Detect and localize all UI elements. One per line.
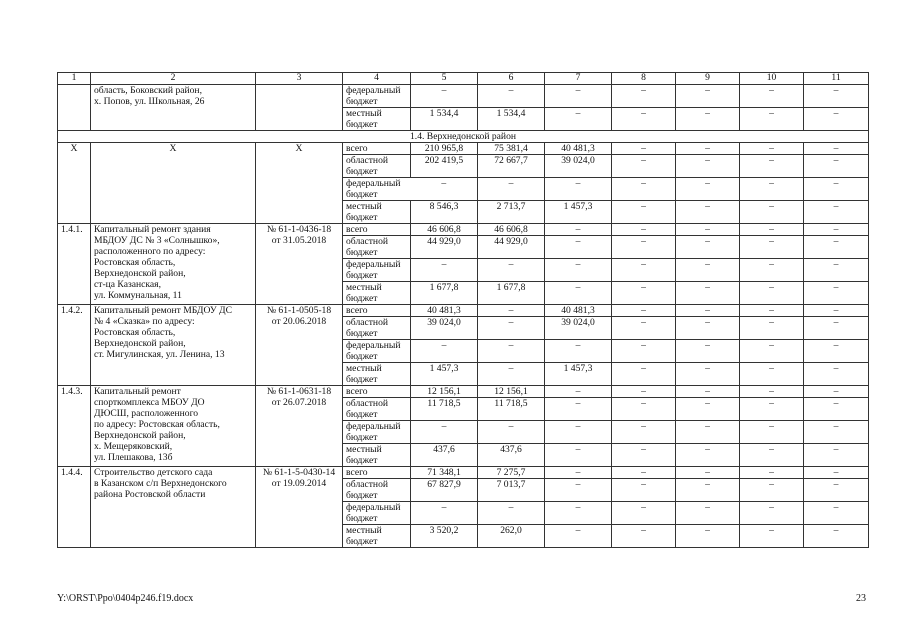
value-cell: – <box>612 155 676 178</box>
value-cell: – <box>411 502 478 525</box>
object-name-line: района Ростовской области <box>94 489 206 500</box>
value-cell: – <box>612 178 676 201</box>
value-cell: – <box>676 236 740 259</box>
budget-label <box>343 398 411 421</box>
value-cell: – <box>545 224 612 236</box>
budget-label-line: бюджет <box>346 212 378 223</box>
budget-label-line: бюджет <box>346 119 378 130</box>
object-name <box>91 85 256 131</box>
value-cell: – <box>804 224 869 236</box>
budget-label-line: бюджет <box>346 513 378 524</box>
object-name-line: ул. Коммунальная, 11 <box>94 290 182 301</box>
value-cell: – <box>740 178 804 201</box>
value-cell: – <box>612 143 676 155</box>
column-header: 10 <box>740 73 804 85</box>
value-cell: – <box>804 178 869 201</box>
object-name-line: в Казанском с/п Верхнедонского <box>94 478 227 489</box>
budget-label <box>343 525 411 548</box>
value-cell: – <box>804 85 869 108</box>
object-name <box>91 386 256 467</box>
value-cell: 437,6 <box>411 444 478 467</box>
object-name-line: Капитальный ремонт <box>94 386 181 397</box>
value-cell: – <box>804 467 869 479</box>
value-cell: 46 606,8 <box>411 224 478 236</box>
budget-label-line: местный <box>346 525 382 536</box>
row-number: 1.4.4. <box>58 467 91 548</box>
value-cell: – <box>676 386 740 398</box>
document-line: от 19.09.2014 <box>271 478 327 489</box>
value-cell: – <box>612 479 676 502</box>
value-cell: – <box>676 398 740 421</box>
value-cell: – <box>612 85 676 108</box>
value-cell: – <box>676 259 740 282</box>
value-cell: – <box>545 282 612 305</box>
budget-label-line: местный <box>346 444 382 455</box>
value-cell: – <box>676 85 740 108</box>
value-cell: – <box>676 282 740 305</box>
value-cell: 1 534,4 <box>411 108 478 131</box>
page-number: 23 <box>856 593 866 604</box>
value-cell: 2 713,7 <box>478 201 545 224</box>
value-cell: – <box>740 479 804 502</box>
budget-label-line: всего <box>346 467 368 478</box>
object-name <box>91 305 256 386</box>
value-cell: – <box>804 259 869 282</box>
value-cell: – <box>676 502 740 525</box>
budget-label <box>343 340 411 363</box>
value-cell: – <box>612 236 676 259</box>
document-cell <box>256 224 343 305</box>
object-name <box>91 224 256 305</box>
column-header: 9 <box>676 73 740 85</box>
value-cell: – <box>740 236 804 259</box>
budget-label-line: местный <box>346 108 382 119</box>
document-cell <box>256 305 343 386</box>
section-title: 1.4. Верхнедонской район <box>58 131 869 143</box>
value-cell: – <box>676 143 740 155</box>
budget-label <box>343 155 411 178</box>
object-name-line: Капитальный ремонт МБДОУ ДС <box>94 305 232 316</box>
value-cell: – <box>411 259 478 282</box>
object-name-line: Строительство детского сада <box>94 467 213 478</box>
value-cell: – <box>545 386 612 398</box>
value-cell: – <box>612 340 676 363</box>
budget-label <box>343 224 411 236</box>
value-cell: – <box>804 398 869 421</box>
value-cell: – <box>545 85 612 108</box>
budget-label-line: федеральный <box>346 340 401 351</box>
value-cell: – <box>740 444 804 467</box>
value-cell: – <box>804 305 869 317</box>
value-cell: – <box>478 305 545 317</box>
value-cell: – <box>804 386 869 398</box>
budget-label-line: бюджет <box>346 409 378 420</box>
budget-label <box>343 479 411 502</box>
value-cell: – <box>740 317 804 340</box>
value-cell: – <box>676 479 740 502</box>
budget-label-line: областной <box>346 479 389 490</box>
value-cell: 12 156,1 <box>478 386 545 398</box>
budget-label-line: бюджет <box>346 490 378 501</box>
value-cell: – <box>545 421 612 444</box>
budget-label-line: областной <box>346 155 389 166</box>
value-cell: 44 929,0 <box>478 236 545 259</box>
budget-label-line: всего <box>346 305 368 316</box>
value-cell: 40 481,3 <box>411 305 478 317</box>
object-name-line: № 4 «Сказка» по адресу: <box>94 316 195 327</box>
value-cell: – <box>411 178 478 201</box>
value-cell: 39 024,0 <box>545 155 612 178</box>
value-cell: – <box>676 525 740 548</box>
value-cell: – <box>804 282 869 305</box>
column-header: 11 <box>804 73 869 85</box>
budget-label-line: федеральный <box>346 421 401 432</box>
document-line: от 26.07.2018 <box>271 397 327 408</box>
header-row <box>58 73 869 85</box>
value-cell: – <box>612 305 676 317</box>
object-name-line: по адресу: Ростовская область, <box>94 419 220 430</box>
document-line: № 61-1-0505-18 <box>266 305 332 316</box>
value-cell: – <box>676 363 740 386</box>
document-line: № 61-1-5-0430-14 <box>262 467 336 478</box>
value-cell: 71 348,1 <box>411 467 478 479</box>
value-cell: – <box>804 143 869 155</box>
object-name-line: Ростовская область, <box>94 257 176 268</box>
budget-label <box>343 259 411 282</box>
table-row <box>58 305 869 317</box>
document-cell: Х <box>256 143 343 224</box>
value-cell: 1 677,8 <box>411 282 478 305</box>
value-cell: – <box>804 155 869 178</box>
value-cell: 39 024,0 <box>411 317 478 340</box>
value-cell: – <box>612 224 676 236</box>
value-cell: – <box>740 224 804 236</box>
value-cell: 262,0 <box>478 525 545 548</box>
budget-label-line: местный <box>346 201 382 212</box>
value-cell: – <box>740 282 804 305</box>
budget-label-line: областной <box>346 236 389 247</box>
row-number: 1.4.2. <box>58 305 91 386</box>
object-name-line: ул. Плешакова, 13б <box>94 452 173 463</box>
value-cell: – <box>478 340 545 363</box>
budget-label-line: всего <box>346 143 368 154</box>
budget-label-line: бюджет <box>346 293 378 304</box>
value-cell: – <box>545 479 612 502</box>
value-cell: 12 156,1 <box>411 386 478 398</box>
value-cell: – <box>676 305 740 317</box>
value-cell: – <box>545 340 612 363</box>
value-cell: 46 606,8 <box>478 224 545 236</box>
value-cell: – <box>612 398 676 421</box>
budget-label-line: федеральный <box>346 85 401 96</box>
column-header: 5 <box>411 73 478 85</box>
document-line: от 31.05.2018 <box>271 235 327 246</box>
row-number <box>58 85 91 131</box>
value-cell: – <box>612 421 676 444</box>
budget-label-line: бюджет <box>346 455 378 466</box>
value-cell: – <box>612 502 676 525</box>
value-cell: – <box>545 502 612 525</box>
value-cell: 7 275,7 <box>478 467 545 479</box>
value-cell: – <box>545 178 612 201</box>
document-cell <box>256 386 343 467</box>
object-name-line: х. Мещеряковский, <box>94 441 173 452</box>
table-row <box>58 386 869 398</box>
budget-label <box>343 317 411 340</box>
value-cell: 44 929,0 <box>411 236 478 259</box>
value-cell: – <box>676 108 740 131</box>
value-cell: – <box>612 444 676 467</box>
object-name-line: расположенного по адресу: <box>94 246 206 257</box>
value-cell: – <box>612 108 676 131</box>
value-cell: – <box>804 108 869 131</box>
object-name-line: МБДОУ ДС № 3 «Солнышко», <box>94 235 220 246</box>
value-cell: 40 481,3 <box>545 305 612 317</box>
value-cell: – <box>478 85 545 108</box>
column-header: 2 <box>91 73 256 85</box>
value-cell: – <box>676 421 740 444</box>
budget-label-line: местный <box>346 282 382 293</box>
value-cell: – <box>612 525 676 548</box>
object-name: Х <box>91 143 256 224</box>
value-cell: – <box>804 502 869 525</box>
value-cell: – <box>804 525 869 548</box>
value-cell: – <box>545 259 612 282</box>
column-header: 1 <box>58 73 91 85</box>
value-cell: – <box>804 421 869 444</box>
value-cell: – <box>612 282 676 305</box>
value-cell: – <box>676 178 740 201</box>
value-cell: 1 457,3 <box>411 363 478 386</box>
value-cell: – <box>411 340 478 363</box>
document-line: № 61-1-0631-18 <box>266 386 332 397</box>
value-cell: – <box>612 317 676 340</box>
budget-label-line: бюджет <box>346 374 378 385</box>
object-name-line: ст-ца Казанская, <box>94 279 161 290</box>
row-number: Х <box>58 143 91 224</box>
value-cell: – <box>478 317 545 340</box>
value-cell: 8 546,3 <box>411 201 478 224</box>
value-cell: 1 534,4 <box>478 108 545 131</box>
document-line: № 61-1-0436-18 <box>266 224 332 235</box>
value-cell: – <box>612 259 676 282</box>
budget-label <box>343 85 411 108</box>
budget-label-line: бюджет <box>346 166 378 177</box>
value-cell: – <box>740 386 804 398</box>
document-cell <box>256 85 343 131</box>
column-header: 7 <box>545 73 612 85</box>
object-name-line: спорткомплекса МБОУ ДО <box>94 397 205 408</box>
value-cell: 7 013,7 <box>478 479 545 502</box>
column-header: 3 <box>256 73 343 85</box>
object-name <box>91 467 256 548</box>
value-cell: – <box>740 502 804 525</box>
value-cell: – <box>804 201 869 224</box>
value-cell: 202 419,5 <box>411 155 478 178</box>
object-name-line: х. Попов, ул. Школьная, 26 <box>94 96 205 107</box>
budget-label <box>343 108 411 131</box>
value-cell: – <box>740 525 804 548</box>
value-cell: – <box>740 421 804 444</box>
budget-label-line: бюджет <box>346 270 378 281</box>
value-cell: – <box>740 108 804 131</box>
value-cell: – <box>545 398 612 421</box>
value-cell: 11 718,5 <box>411 398 478 421</box>
budget-label-line: бюджет <box>346 189 378 200</box>
value-cell: 437,6 <box>478 444 545 467</box>
budget-label <box>343 201 411 224</box>
value-cell: – <box>478 363 545 386</box>
table-row <box>58 467 869 479</box>
budget-label-line: бюджет <box>346 432 378 443</box>
value-cell: 40 481,3 <box>545 143 612 155</box>
value-cell: 1 457,3 <box>545 201 612 224</box>
object-name-line: ст. Мигулинская, ул. Ленина, 13 <box>94 349 225 360</box>
budget-label-line: всего <box>346 224 368 235</box>
value-cell: – <box>740 398 804 421</box>
row-number: 1.4.3. <box>58 386 91 467</box>
budget-label-line: областной <box>346 317 389 328</box>
value-cell: – <box>676 317 740 340</box>
object-name-line: Ростовская область, <box>94 327 176 338</box>
column-header: 6 <box>478 73 545 85</box>
value-cell: – <box>676 201 740 224</box>
object-name-line: область, Боковский район, <box>94 85 202 96</box>
file-path: Y:\ORST\Ppo\0404p246.f19.docx <box>57 593 194 604</box>
value-cell: – <box>740 143 804 155</box>
value-cell: – <box>545 108 612 131</box>
value-cell: – <box>804 444 869 467</box>
value-cell: – <box>545 525 612 548</box>
budget-label <box>343 444 411 467</box>
budget-label-line: местный <box>346 363 382 374</box>
value-cell: – <box>676 224 740 236</box>
value-cell: – <box>804 479 869 502</box>
document-line: от 20.06.2018 <box>271 316 327 327</box>
budget-table <box>57 72 869 548</box>
value-cell: 210 965,8 <box>411 143 478 155</box>
value-cell: – <box>478 178 545 201</box>
value-cell: 1 677,8 <box>478 282 545 305</box>
budget-label <box>343 363 411 386</box>
value-cell: – <box>740 363 804 386</box>
object-name-line: Верхнедонской район, <box>94 268 186 279</box>
value-cell: – <box>740 155 804 178</box>
value-cell: 72 667,7 <box>478 155 545 178</box>
budget-label <box>343 421 411 444</box>
value-cell: 11 718,5 <box>478 398 545 421</box>
budget-label <box>343 305 411 317</box>
budget-label <box>343 282 411 305</box>
value-cell: – <box>612 363 676 386</box>
budget-label-line: федеральный <box>346 259 401 270</box>
value-cell: – <box>804 236 869 259</box>
value-cell: – <box>612 386 676 398</box>
section-row <box>58 131 869 143</box>
budget-label <box>343 467 411 479</box>
value-cell: – <box>478 421 545 444</box>
object-name-line: ДЮСШ, расположенного <box>94 408 199 419</box>
value-cell: – <box>676 467 740 479</box>
value-cell: – <box>612 201 676 224</box>
value-cell: – <box>740 305 804 317</box>
object-name-line: Верхнедонской район, <box>94 430 186 441</box>
value-cell: – <box>804 363 869 386</box>
value-cell: – <box>676 444 740 467</box>
value-cell: – <box>740 85 804 108</box>
value-cell: – <box>676 340 740 363</box>
value-cell: – <box>411 421 478 444</box>
value-cell: – <box>545 467 612 479</box>
budget-label-line: бюджет <box>346 96 378 107</box>
value-cell: – <box>411 85 478 108</box>
value-cell: – <box>740 201 804 224</box>
column-header: 8 <box>612 73 676 85</box>
value-cell: – <box>740 340 804 363</box>
table-row <box>58 224 869 236</box>
budget-label <box>343 143 411 155</box>
object-name-line: Верхнедонской район, <box>94 338 186 349</box>
value-cell: 39 024,0 <box>545 317 612 340</box>
value-cell: – <box>804 317 869 340</box>
budget-label <box>343 236 411 259</box>
budget-label-line: бюджет <box>346 351 378 362</box>
value-cell: 75 381,4 <box>478 143 545 155</box>
budget-label-line: федеральный <box>346 178 401 189</box>
value-cell: – <box>676 155 740 178</box>
budget-label <box>343 386 411 398</box>
budget-label-line: бюджет <box>346 247 378 258</box>
value-cell: 3 520,2 <box>411 525 478 548</box>
value-cell: – <box>545 444 612 467</box>
value-cell: – <box>612 467 676 479</box>
budget-label-line: бюджет <box>346 328 378 339</box>
column-header: 4 <box>343 73 411 85</box>
table-row <box>58 85 869 108</box>
budget-label-line: областной <box>346 398 389 409</box>
value-cell: 67 827,9 <box>411 479 478 502</box>
value-cell: – <box>740 259 804 282</box>
object-name-line: Капитальный ремонт здания <box>94 224 211 235</box>
value-cell: – <box>478 259 545 282</box>
document-cell <box>256 467 343 548</box>
value-cell: – <box>545 236 612 259</box>
value-cell: – <box>478 502 545 525</box>
budget-label-line: всего <box>346 386 368 397</box>
budget-label <box>343 502 411 525</box>
budget-label-line: бюджет <box>346 536 378 547</box>
row-number: 1.4.1. <box>58 224 91 305</box>
budget-label-line: федеральный <box>346 502 401 513</box>
value-cell: – <box>740 467 804 479</box>
budget-label <box>343 178 411 201</box>
value-cell: 1 457,3 <box>545 363 612 386</box>
table-row <box>58 143 869 155</box>
value-cell: – <box>804 340 869 363</box>
